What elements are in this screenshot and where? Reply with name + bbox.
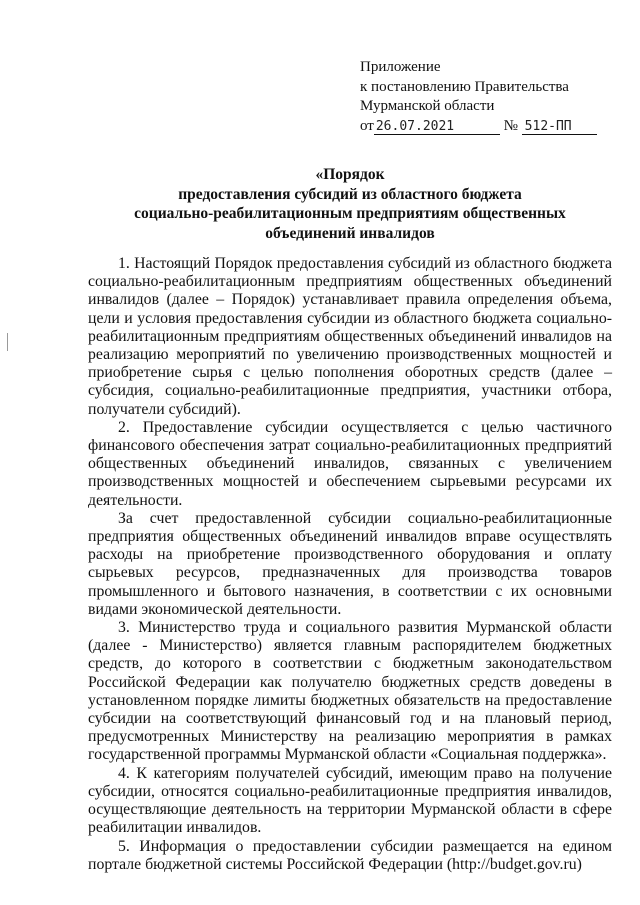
- title-line: объединений инвалидов: [265, 224, 435, 242]
- date-field: [374, 119, 500, 135]
- paragraph-2: 2. Предоставление субсидии осуществляется с целью частичного финансового обеспечения затрат социально-реабилитационных предприятий общественных объединений инвалидов, связанных с увеличением производственных мощностей и обеспечением сырьевыми ресурсами их деятельности.: [88, 418, 612, 509]
- paragraph-1: 1. Настоящий Порядок предоставления субсидий из областного бюджета социально-реабилитационным предприятиям общественных объединений инвалидов (далее – Порядок) устанавливает правила определения объема, цели и условия предоставления субсидии из областного бюджета социально-реабилитационным предприятиям общественных объединений инвалидов на реализацию мероприятий по увеличению производственных мощностей и приобретение сырья с целью пополнения оборотных средств (далее – субсидия, социально-реабилитационные предприятия, участники отбора, получатели субсидий).: [88, 255, 612, 418]
- appendix-label: Приложение: [360, 59, 441, 75]
- margin-mark: [7, 333, 8, 351]
- region-name: Мурманской области: [360, 98, 495, 115]
- number-prefix: №: [503, 117, 518, 134]
- document-body: [88, 255, 612, 874]
- number-field: [522, 119, 597, 135]
- paragraph-3: 3. Министерство труда и социального развития Мурманской области (далее - Министерство) является главным распорядителем бюджетных средств, до которого в соответствии с бюджетным законодательством Российской Федерации как получателю бюджетных средств доведены в установленном порядке лимиты бюджетных обязательств на предоставление субсидии на соответствующий финансовый год и на плановый период, предусмотренных Министерству на реализацию мероприятия в рамках государственной программы Мурманской области «Социальная поддержка».: [88, 619, 612, 764]
- date-number-line: [360, 117, 610, 137]
- date-prefix: от: [360, 117, 374, 134]
- date-value: 26.07.2021: [375, 118, 455, 134]
- paragraph-5: 5. Информация о предоставлении субсидии размещается на едином портале бюджетной системы Российской Федерации (http://budget.gov.ru): [88, 837, 612, 873]
- paragraph-4: 4. К категориям получателей субсидий, имеющим право на получение субсидии, относятся социально-реабилитационные предприятия инвалидов, осуществляющие деятельность на территории Мурманской области в сфере реабилитации инвалидов.: [88, 764, 612, 837]
- document-title: [88, 165, 612, 243]
- title-line: предоставления субсидий из областного бюджета: [178, 185, 522, 203]
- paragraph-2-continued: За счет предоставленной субсидии социально-реабилитационные предприятия общественных объединений инвалидов вправе осуществлять расходы на приобретение производственного оборудования и оплату сырьевых ресурсов, предназначенных для производства товаров промышленного и бытового назначения, в соответствии с их основными видами экономической деятельности.: [88, 509, 612, 618]
- title-line: «Порядок: [315, 166, 385, 183]
- number-value: 512-ПП: [524, 118, 572, 134]
- appendix-header: [360, 58, 610, 136]
- resolution-reference: к постановлению Правительства: [360, 78, 569, 95]
- title-line: социально-реабилитационным предприятиям общественных: [134, 205, 566, 223]
